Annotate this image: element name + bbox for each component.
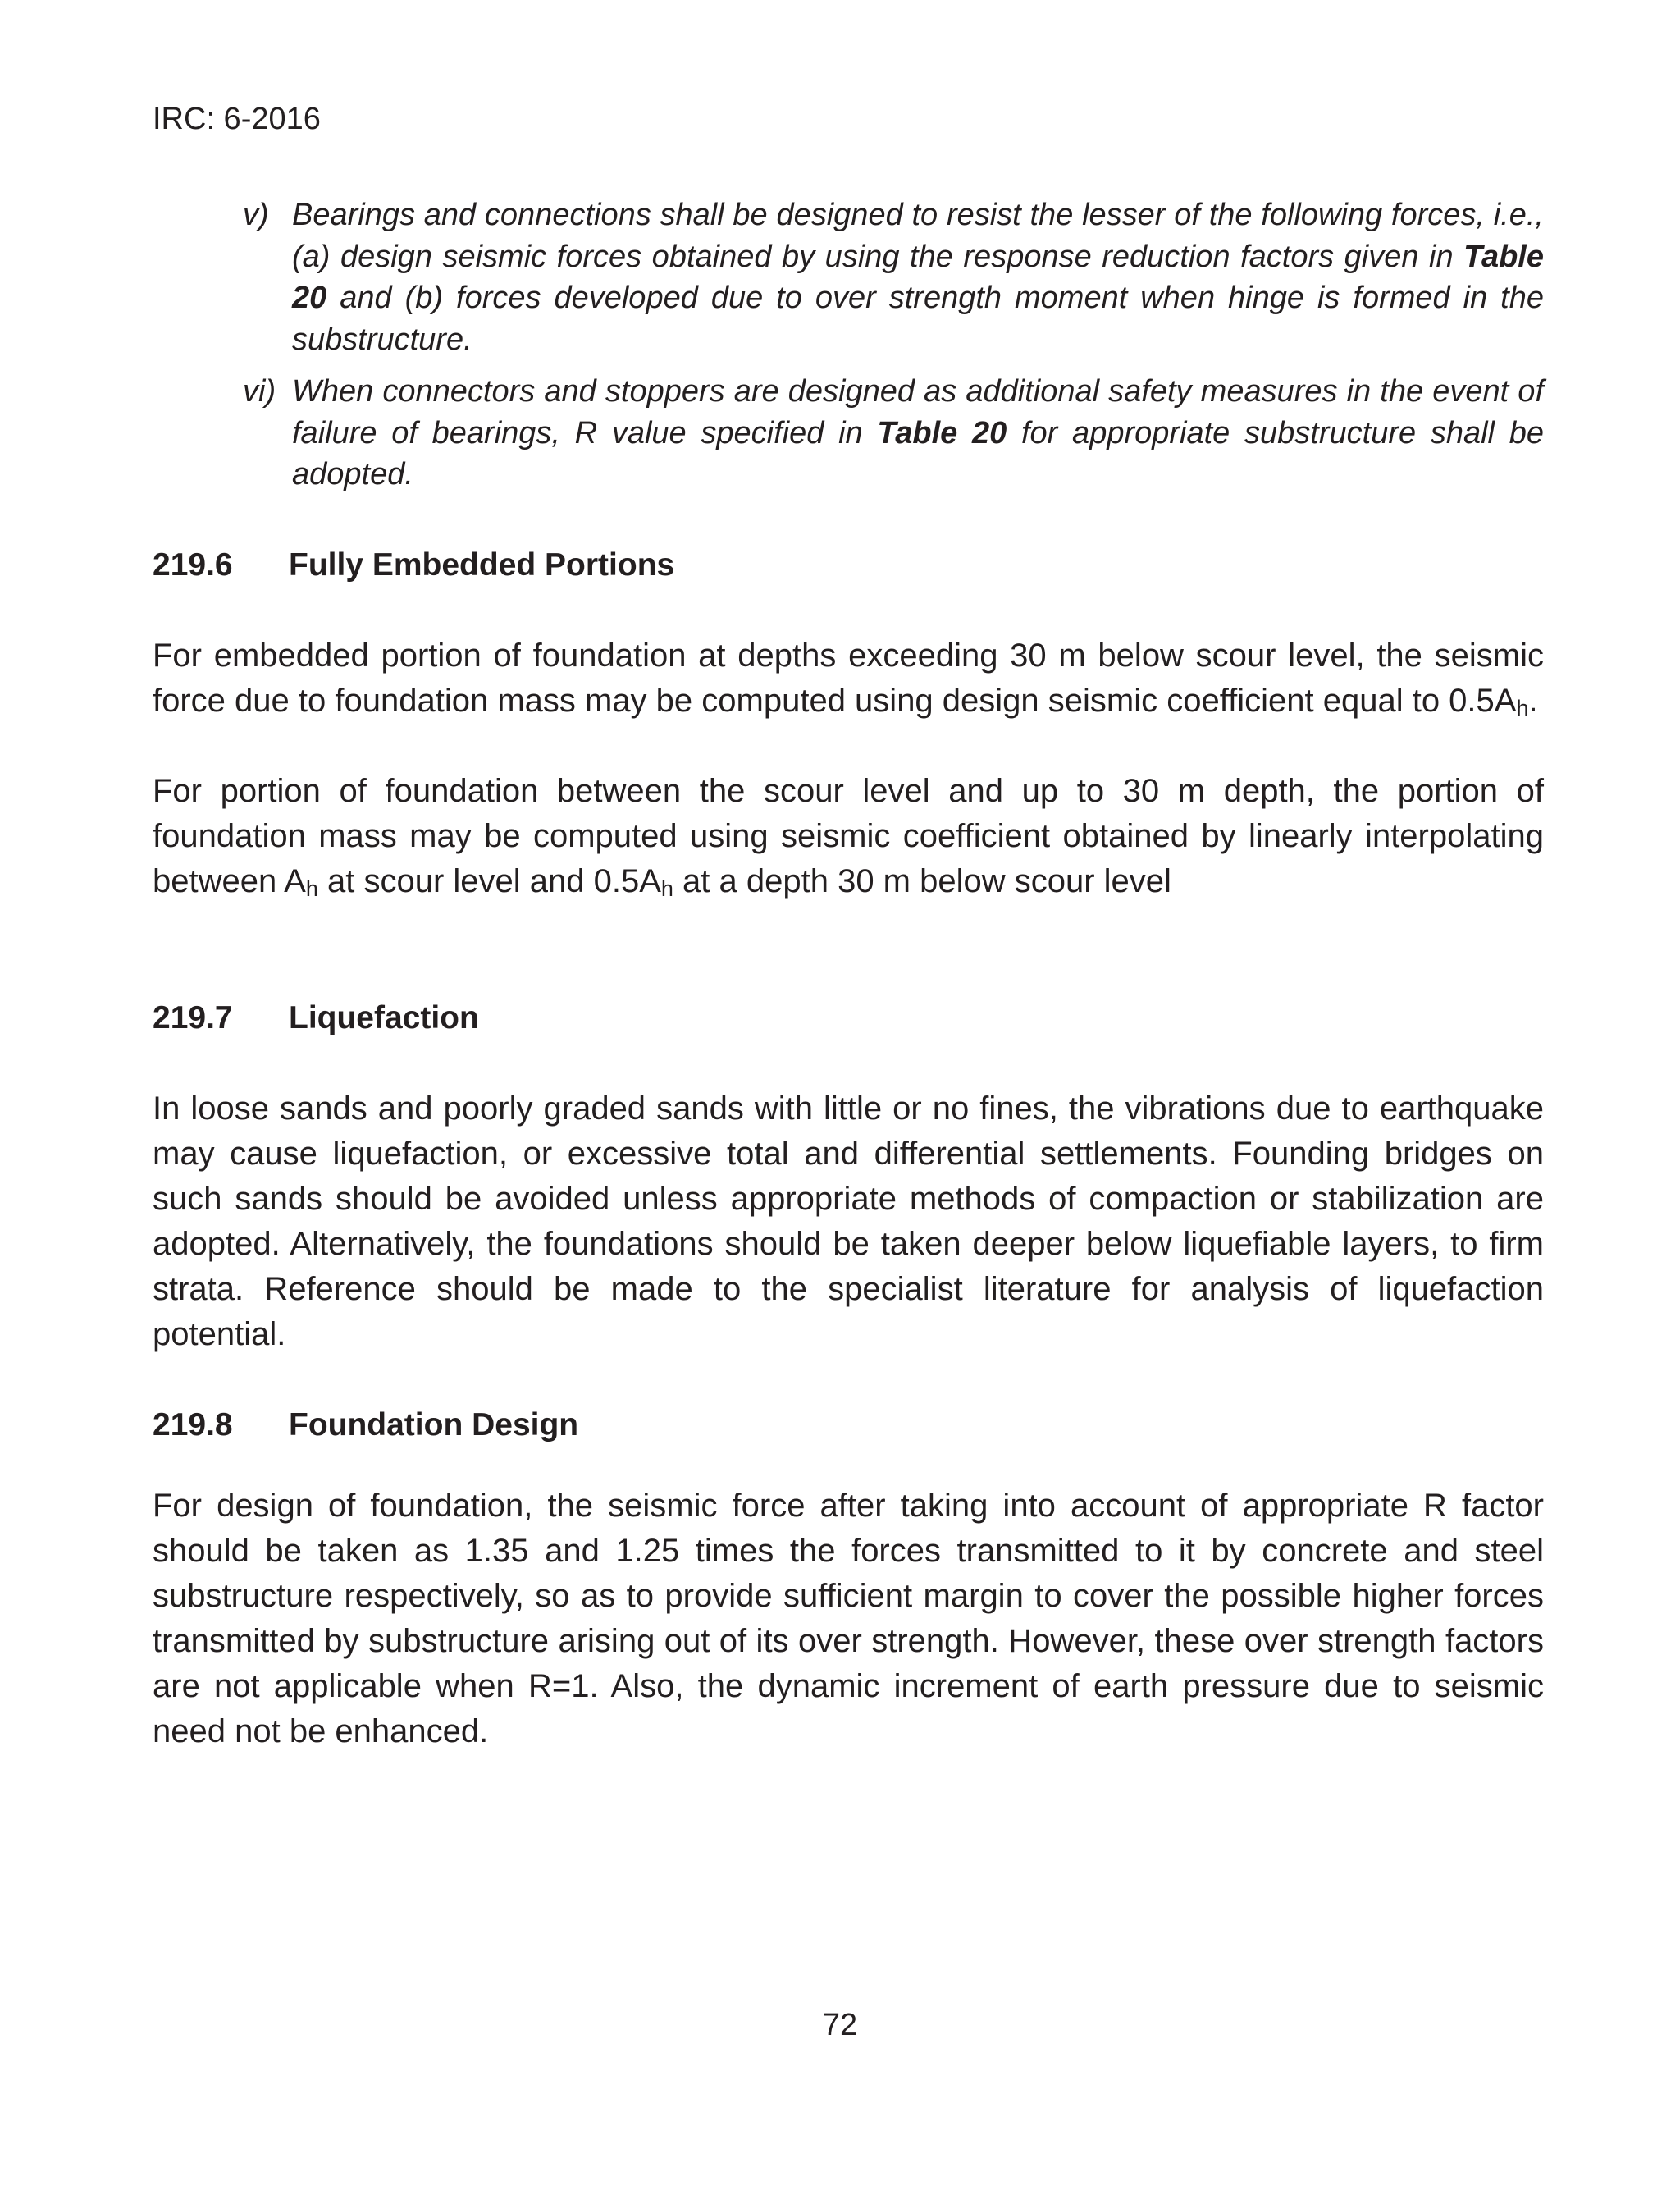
- section-paragraph: In loose sands and poorly graded sands with little or no fines, the vibrations due to earthquake may cause liquefaction, or excessive total and differential settlements. Founding bridges on such sands should be avoided unless appropriate methods of compaction or stabilization are adopted. Alternatively, the foundations should be taken deeper below liquefiable layers, to firm strata. Reference should be made to the specialist literature for analysis of liquefaction potential.: [153, 1090, 1544, 1352]
- document-code-header: IRC: 6-2016: [153, 102, 321, 136]
- clause-text-part: and (b) forces developed due to over strength moment when hinge is formed in the substructure.: [292, 281, 1544, 357]
- section-number: 219.6: [153, 547, 233, 583]
- table-reference: Table 20: [292, 239, 1544, 315]
- section-title: Fully Embedded Portions: [289, 547, 675, 583]
- section-paragraph: [153, 769, 1544, 904]
- clause-text: [292, 198, 1544, 357]
- section-219-8: [153, 1405, 1544, 1754]
- paragraph-text: at scour level and 0.5A: [317, 863, 661, 899]
- section-219-7: [153, 998, 1544, 1357]
- clause-item: [243, 194, 1544, 360]
- section-heading: [153, 1405, 1544, 1446]
- paragraph-text: For portion of foundation between the scour level and up to 30 m depth, the portion of foundation mass may be computed using seismic coefficient obtained by linearly interpolating between A: [153, 773, 1544, 899]
- clause-text-part: for appropriate substructure shall be adopted.: [292, 415, 1544, 491]
- table-reference: Table 20: [877, 415, 1007, 450]
- subscript-h: h: [1516, 696, 1529, 720]
- clause-text-part: Bearings and connections shall be designed to resist the lesser of the following forces, i.e., (a) design seismic forces obtained by using the response reduction factors given in: [292, 198, 1544, 274]
- clause-text-part: When connectors and stoppers are designed as additional safety measures in the event of failure of bearings, R value specified in: [292, 374, 1544, 450]
- section-number: 219.8: [153, 1407, 233, 1442]
- section-paragraph: For design of foundation, the seismic force after taking into account of appropriate R factor should be taken as 1.35 and 1.25 times the forces transmitted to it by concrete and steel substructure respectively, so as to provide sufficient margin to cover the possible higher forces transmitted by substructure arising out of its over strength. However, these over strength factors are not applicable when R=1. Also, the dynamic increment of earth pressure due to seismic need not be enhanced.: [153, 1488, 1544, 1749]
- section-219-6: [153, 545, 1544, 904]
- paragraph-text: .: [1528, 683, 1538, 719]
- clause-item: [243, 371, 1544, 496]
- clause-number: v): [243, 198, 269, 232]
- section-heading: [153, 545, 1544, 586]
- page-number: 72: [822, 2008, 858, 2042]
- subscript-h: h: [305, 876, 318, 901]
- subscript-h: h: [660, 876, 673, 901]
- clause-list: [243, 194, 1544, 496]
- clause-text: [292, 374, 1544, 491]
- paragraph-text: For embedded portion of foundation at depths exceeding 30 m below scour level, the seismic force due to foundation mass may be computed using design seismic coefficient equal to 0.5A: [153, 638, 1544, 719]
- paragraph-text: at a depth 30 m below scour level: [673, 863, 1171, 899]
- section-number: 219.7: [153, 1000, 233, 1036]
- section-title: Foundation Design: [289, 1407, 579, 1442]
- clause-number: vi): [243, 374, 276, 409]
- section-heading: [153, 998, 1544, 1039]
- section-title: Liquefaction: [289, 1000, 479, 1036]
- section-paragraph: [153, 633, 1544, 724]
